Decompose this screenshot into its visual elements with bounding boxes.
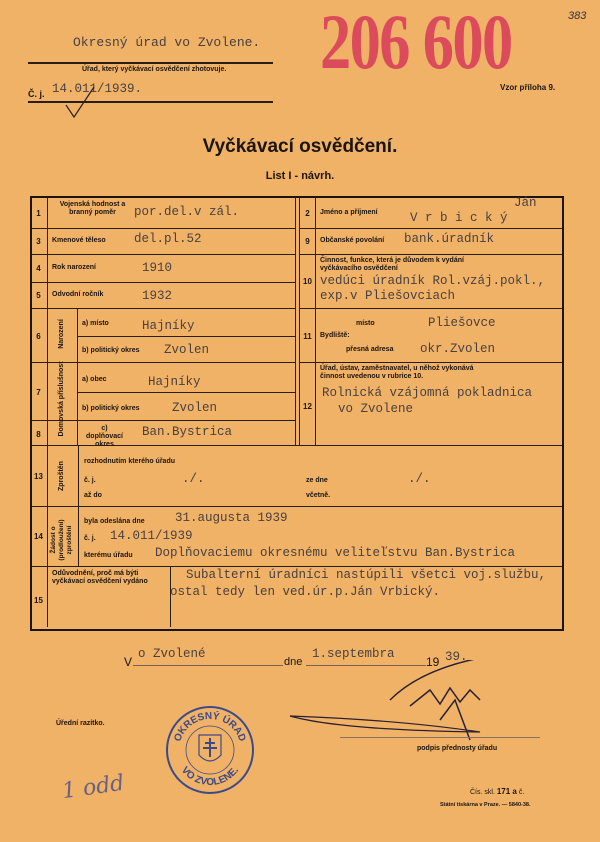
residence-place-value: Pliešovce <box>428 316 496 330</box>
occupation-value: bank.úradník <box>404 232 495 246</box>
exemption-date-value: ./. <box>408 472 431 486</box>
birth-group-label: Narození <box>58 319 65 349</box>
recruitment-district-value: Ban.Bystrica <box>142 425 233 439</box>
conscription-year-label: Odvodní ročník <box>52 291 104 298</box>
field-number: 12 <box>303 402 312 411</box>
checkmark-icon <box>62 85 102 125</box>
stamp-text-top: OKRESNÝ ÚRAD <box>172 710 248 744</box>
date-value: 1.septembra <box>312 647 395 661</box>
field-number: 4 <box>36 264 41 273</box>
employer-label: Úřad, ústav, zaměstnavatel, u něhož vykonává činnost uvedenou v rubrice 10. <box>320 365 474 380</box>
justification-label: Odůvodnění, proč má býti vyčkávací osvědčení vydáno <box>52 570 148 585</box>
residence-address-label: přesná adresa <box>346 346 394 353</box>
deciding-office-label: rozhodnutím kterého úřadu <box>84 458 175 465</box>
employer-value-1: Rolnická vzájomná pokladnica <box>322 386 533 400</box>
exemption-group-label: Zproštěn <box>58 461 65 491</box>
printer-imprint: Státní tiskárna v Praze. — 5840-38. <box>440 802 531 808</box>
justification-value-1: Subalterní úradníci nastúpili všetci voj.službu, <box>186 568 547 582</box>
form-code-value: 171 a <box>496 787 517 796</box>
unit-label: Kmenové těleso <box>52 237 106 244</box>
residence-label: Bydliště: <box>320 332 350 339</box>
rank-value: por.del.v zál. <box>134 205 240 219</box>
year-value: 39. <box>445 650 468 664</box>
birthplace-label: a) místo <box>82 320 109 327</box>
page-number: 383 <box>568 10 587 22</box>
field-number: 9 <box>305 237 310 246</box>
birth-year-value: 1910 <box>142 261 173 275</box>
exemption-ref-value: ./. <box>182 472 205 486</box>
residence-address-value: okr.Zvolen <box>420 342 496 356</box>
activity-value-1: vedúci úradník Rol.vzáj.pokl., <box>320 274 546 288</box>
domicile-group-label: Domovská příslušnost <box>58 361 65 437</box>
sent-date-label: byla odeslána dne <box>84 518 145 525</box>
exemption-ref-label: č. j. <box>84 477 96 484</box>
field-number: 11 <box>303 332 312 341</box>
sent-date-value: 31.augusta 1939 <box>175 511 288 525</box>
stamp-text-bottom: VO ZVOLENE. <box>178 764 242 789</box>
domicile-district-value: Zvolen <box>172 401 218 415</box>
year-prefix: 19 <box>426 655 440 669</box>
field-number: 1 <box>36 209 41 218</box>
field-number: 3 <box>36 237 41 246</box>
request-ref-label: č. j. <box>84 535 96 542</box>
page-subtitle: List I - návrh. <box>265 170 335 182</box>
field-number: 6 <box>36 332 41 341</box>
request-ref-value: 14.011/1939 <box>110 529 193 543</box>
activity-label: Činnost, funkce, která je důvodem k vydání vyčkávacího osvědčení <box>320 257 464 272</box>
field-number: 10 <box>303 277 312 286</box>
svg-text:VO ZVOLENE. <box>179 765 241 788</box>
date-label: dne <box>284 656 303 668</box>
field-number: 7 <box>36 388 41 397</box>
domicile-district-label: b) politický okres <box>82 405 140 412</box>
birthplace-value: Hajníky <box>142 319 195 333</box>
field-number: 8 <box>36 430 41 439</box>
inclusive-label: včetně. <box>306 492 331 499</box>
unit-value: del.pl.52 <box>134 232 202 246</box>
justification-value-2: ostal tedy len ved.úr.p.Ján Vrbický. <box>170 585 441 599</box>
registry-stamp-number: 206 600 <box>320 0 512 85</box>
birth-district-value: Zvolen <box>164 343 210 357</box>
ref-label: Č. j. <box>28 89 45 99</box>
occupation-label: Občanské povolání <box>320 237 385 244</box>
recipient-office-value: Doplňovaciemu okresnému veliteľstvu Ban.Bystrica <box>155 546 516 560</box>
municipality-label: a) obec <box>82 376 107 383</box>
place-value: o Zvolené <box>138 647 206 661</box>
birth-district-label: b) politický okres <box>82 347 140 354</box>
official-stamp <box>165 705 255 795</box>
field-number: 5 <box>36 291 41 300</box>
signature-label: podpis přednosty úřadu <box>417 745 498 752</box>
exemption-date-label: ze dne <box>306 477 328 484</box>
page-title: Vyčkávací osvědčení. <box>202 136 398 157</box>
field-number: 15 <box>34 596 43 605</box>
form-code-suffix: č. <box>518 789 525 796</box>
field-number: 2 <box>305 209 310 218</box>
activity-value-2: exp.v Pliešovciach <box>320 289 456 303</box>
birth-year-label: Rok narození <box>52 264 96 271</box>
surname-value: V r b i c k ý <box>410 211 508 225</box>
rank-label: Vojenská hodnost a branný poměr <box>59 201 126 216</box>
field-number: 13 <box>34 472 43 481</box>
recipient-office-label: kterému úřadu <box>84 552 133 559</box>
municipality-value: Hajníky <box>148 375 201 389</box>
issuing-office: Okresný úrad vo Zvolene. <box>73 35 261 50</box>
recruitment-district-label: c) doplňovací okres <box>86 425 123 448</box>
office-caption: Úřad, který vyčkávací osvědčení zhotovuje. <box>82 66 227 73</box>
residence-place-label: místo <box>356 320 375 327</box>
place-prefix: V <box>124 655 133 669</box>
name-label: Jméno a příjmení <box>320 209 378 216</box>
until-label: až do <box>84 492 102 499</box>
field-number: 14 <box>34 532 43 541</box>
stamp-label: Úřední razítko. <box>56 720 105 727</box>
form-note: Vzor příloha 9. <box>500 83 556 92</box>
employer-value-2: vo Zvolene <box>338 402 414 416</box>
conscription-year-value: 1932 <box>142 289 173 303</box>
request-group-label: Žádost o (prodloužení) zproštění <box>50 519 73 561</box>
form-code <box>470 787 524 796</box>
handwritten-note: 1 odd <box>60 770 126 805</box>
first-name-value: Ján <box>514 196 537 210</box>
form-code-prefix: Čís. skl. <box>470 789 495 796</box>
ref-value: 14.011/1939. <box>52 82 143 96</box>
